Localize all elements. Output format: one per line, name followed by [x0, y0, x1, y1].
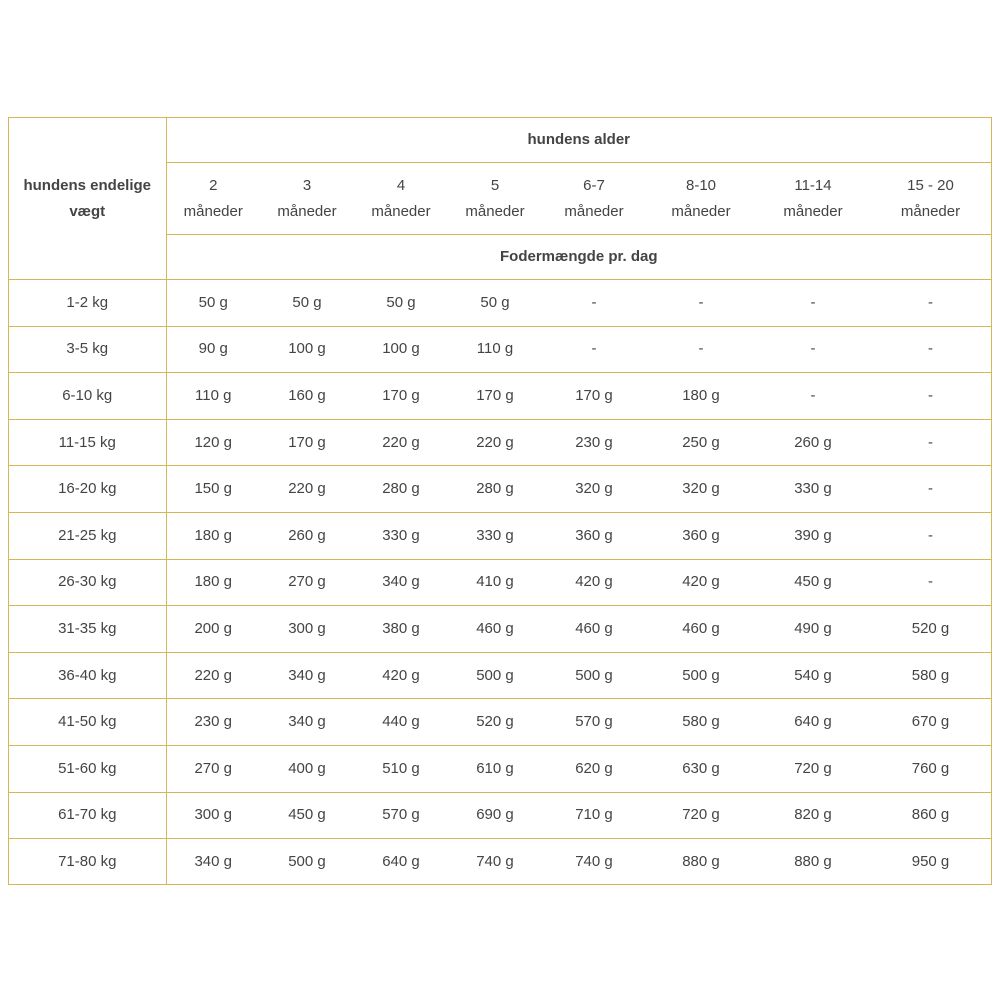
feed-amount-cell: 610 g — [448, 745, 542, 792]
feed-amount-cell: 360 g — [542, 512, 646, 559]
age-unit-label: måneder — [465, 202, 525, 220]
feed-amount-cell: 500 g — [646, 652, 756, 699]
feed-amount-cell: 220 g — [354, 419, 448, 466]
feed-amount-cell: 260 g — [260, 512, 354, 559]
feed-amount-cell: 180 g — [166, 512, 260, 559]
feed-amount-cell: 300 g — [166, 792, 260, 839]
table-row — [9, 559, 991, 606]
feed-amount-cell: 620 g — [542, 745, 646, 792]
table-row — [9, 512, 991, 559]
weight-cell: 36-40 kg — [9, 652, 166, 699]
feed-amount-cell: 330 g — [756, 466, 870, 513]
feed-amount-cell: 110 g — [166, 373, 260, 420]
feed-amount-cell: - — [756, 280, 870, 327]
feeding-table-container — [8, 117, 992, 885]
feed-amount-cell: 720 g — [646, 792, 756, 839]
feed-amount-cell: 230 g — [166, 699, 260, 746]
table-row — [9, 466, 991, 513]
feed-amount-cell: 200 g — [166, 606, 260, 653]
feed-amount-cell: - — [870, 419, 991, 466]
weight-cell: 21-25 kg — [9, 512, 166, 559]
feed-amount-cell: 50 g — [354, 280, 448, 327]
weight-cell: 11-15 kg — [9, 419, 166, 466]
feed-amount-cell: 760 g — [870, 745, 991, 792]
feed-amount-cell: 160 g — [260, 373, 354, 420]
feed-amount-cell: 340 g — [260, 699, 354, 746]
table-row — [9, 419, 991, 466]
feed-amount-cell: 520 g — [448, 699, 542, 746]
feed-amount-cell: - — [870, 373, 991, 420]
weight-cell: 1-2 kg — [9, 280, 166, 327]
weight-cell: 61-70 kg — [9, 792, 166, 839]
feed-amount-cell: 490 g — [756, 606, 870, 653]
feed-amount-cell: 500 g — [542, 652, 646, 699]
age-unit-label: måneder — [564, 202, 624, 220]
feed-amount-cell: 170 g — [448, 373, 542, 420]
feed-amount-cell: 420 g — [354, 652, 448, 699]
feed-amount-cell: - — [542, 326, 646, 373]
weight-cell: 31-35 kg — [9, 606, 166, 653]
weight-cell: 3-5 kg — [9, 326, 166, 373]
feed-amount-cell: 50 g — [260, 280, 354, 327]
feed-amount-cell: 630 g — [646, 745, 756, 792]
feed-amount-cell: 90 g — [166, 326, 260, 373]
age-column-header — [260, 163, 354, 235]
feed-amount-cell: 420 g — [542, 559, 646, 606]
feed-amount-cell: 460 g — [646, 606, 756, 653]
feed-amount-cell: 690 g — [448, 792, 542, 839]
weight-cell: 51-60 kg — [9, 745, 166, 792]
age-unit-label: måneder — [783, 202, 843, 220]
feed-amount-cell: - — [646, 326, 756, 373]
age-range-label: 4 — [396, 176, 406, 194]
feed-amount-cell: 170 g — [354, 373, 448, 420]
age-range-label: 5 — [490, 176, 500, 194]
age-range-label: 6-7 — [583, 176, 605, 194]
feed-amount-cell: 460 g — [542, 606, 646, 653]
feed-amount-cell: 710 g — [542, 792, 646, 839]
feed-amount-cell: 340 g — [354, 559, 448, 606]
feed-amount-cell: - — [646, 280, 756, 327]
feed-amount-cell: 670 g — [870, 699, 991, 746]
feed-amount-cell: 880 g — [794, 853, 832, 871]
feed-amount-cell: 520 g — [870, 606, 991, 653]
feed-amount-cell: 510 g — [354, 745, 448, 792]
feed-amount-cell: 450 g — [756, 559, 870, 606]
feed-amount-cell: 360 g — [646, 512, 756, 559]
feed-amount-cell: 120 g — [166, 419, 260, 466]
feed-amount-cell: 440 g — [354, 699, 448, 746]
feed-amount-cell: 860 g — [870, 792, 991, 839]
feed-amount-cell: 540 g — [756, 652, 870, 699]
feed-amount-cell: 50 g — [448, 280, 542, 327]
feed-amount-cell: 220 g — [448, 419, 542, 466]
weight-cell: 41-50 kg — [9, 699, 166, 746]
feed-amount-cell: 320 g — [542, 466, 646, 513]
feed-amount-cell: 340 g — [194, 853, 233, 871]
feed-amount-cell: 390 g — [756, 512, 870, 559]
feed-amount-cell: 570 g — [542, 699, 646, 746]
table-header — [9, 118, 991, 280]
table-row — [9, 652, 991, 699]
weight-column-header: hundens endelige vægt — [9, 118, 166, 280]
table-row — [9, 745, 991, 792]
feed-amount-cell: 170 g — [260, 419, 354, 466]
feed-amount-cell: - — [870, 466, 991, 513]
table-row — [9, 699, 991, 746]
age-range-label: 8-10 — [685, 176, 717, 194]
feed-amount-cell: 740 g — [575, 853, 613, 871]
weight-cell: 16-20 kg — [9, 466, 166, 513]
age-unit-label: måneder — [183, 202, 243, 220]
feed-amount-header: Fodermængde pr. dag — [166, 235, 991, 280]
feeding-table — [9, 118, 991, 885]
age-column-header — [542, 163, 646, 235]
feed-amount-cell: 260 g — [756, 419, 870, 466]
weight-cell: 6-10 kg — [9, 373, 166, 420]
feed-amount-cell: 50 g — [166, 280, 260, 327]
age-column-header — [756, 163, 870, 235]
feed-amount-cell: 270 g — [260, 559, 354, 606]
feed-amount-cell: 460 g — [448, 606, 542, 653]
age-range-label: 3 — [302, 176, 312, 194]
age-unit-label: måneder — [277, 202, 337, 220]
feed-amount-cell: 410 g — [448, 559, 542, 606]
table-row — [9, 792, 991, 839]
feed-amount-cell: 280 g — [354, 466, 448, 513]
feed-amount-cell: - — [756, 326, 870, 373]
age-column-header — [354, 163, 448, 235]
age-range-label: 11-14 — [794, 176, 832, 194]
feed-amount-cell: 450 g — [260, 792, 354, 839]
feed-amount-cell: - — [542, 280, 646, 327]
age-group-header: hundens alder — [166, 118, 991, 163]
feed-amount-cell: 880 g — [682, 853, 720, 871]
feed-amount-cell: 950 g — [911, 853, 950, 871]
feed-amount-cell: 580 g — [646, 699, 756, 746]
feed-amount-cell: 500 g — [448, 652, 542, 699]
age-column-header — [870, 163, 991, 235]
age-column-header — [448, 163, 542, 235]
feed-amount-cell: 640 g — [756, 699, 870, 746]
feed-amount-cell: 420 g — [646, 559, 756, 606]
age-range-label: 2 — [209, 176, 218, 194]
feed-amount-cell: - — [870, 512, 991, 559]
feed-amount-cell: 400 g — [260, 745, 354, 792]
feed-amount-cell: 380 g — [354, 606, 448, 653]
feed-amount-cell: 340 g — [260, 652, 354, 699]
feed-amount-cell: 640 g — [382, 853, 420, 871]
feed-amount-cell: 270 g — [166, 745, 260, 792]
feed-amount-cell: 740 g — [476, 853, 514, 871]
feed-amount-cell: - — [870, 280, 991, 327]
table-row — [9, 280, 991, 327]
feed-amount-cell: 280 g — [448, 466, 542, 513]
feed-amount-cell: 330 g — [354, 512, 448, 559]
feed-amount-cell: 300 g — [260, 606, 354, 653]
feed-amount-cell: 150 g — [166, 466, 260, 513]
feed-amount-cell: 230 g — [542, 419, 646, 466]
table-row — [9, 606, 991, 653]
feed-amount-cell: 320 g — [646, 466, 756, 513]
feed-amount-cell: 180 g — [166, 559, 260, 606]
feed-amount-cell: 820 g — [756, 792, 870, 839]
feed-amount-cell: 180 g — [646, 373, 756, 420]
feed-amount-cell: 570 g — [354, 792, 448, 839]
feed-amount-cell: 330 g — [448, 512, 542, 559]
feed-amount-cell: 720 g — [756, 745, 870, 792]
feed-amount-cell: 100 g — [260, 326, 354, 373]
feed-amount-cell: 500 g — [288, 853, 326, 871]
feed-amount-cell: - — [756, 373, 870, 420]
weight-cell: 71-80 kg — [9, 839, 166, 886]
age-column-header — [646, 163, 756, 235]
age-column-header — [166, 163, 260, 235]
table-row — [9, 326, 991, 373]
feed-amount-cell: 110 g — [448, 326, 542, 373]
table-row — [9, 373, 991, 420]
age-unit-label: måneder — [900, 202, 961, 220]
feed-amount-cell: - — [870, 559, 991, 606]
age-unit-label: måneder — [371, 202, 431, 220]
feed-amount-cell: 580 g — [870, 652, 991, 699]
weight-cell: 26-30 kg — [9, 559, 166, 606]
feed-amount-cell: 250 g — [646, 419, 756, 466]
table-body — [9, 280, 991, 886]
table-row — [9, 839, 991, 886]
feed-amount-cell: 220 g — [166, 652, 260, 699]
feed-amount-cell: 170 g — [542, 373, 646, 420]
feed-amount-cell: 100 g — [354, 326, 448, 373]
age-range-label: 15 - 20 — [907, 176, 954, 194]
feed-amount-cell: 220 g — [260, 466, 354, 513]
age-unit-label: måneder — [671, 202, 731, 220]
feed-amount-cell: - — [870, 326, 991, 373]
